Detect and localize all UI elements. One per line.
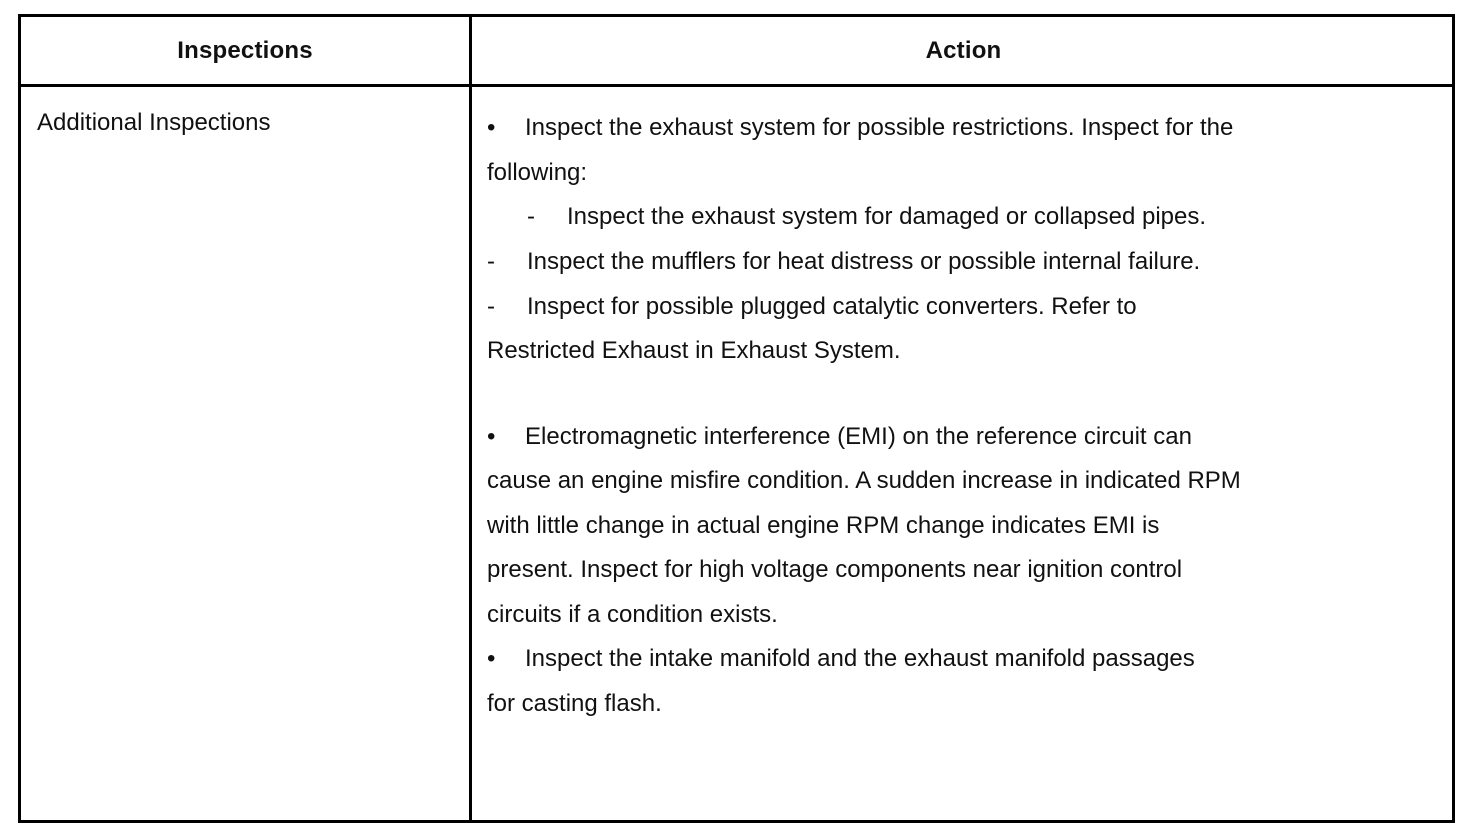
action-text: cause an engine misfire condition. A sudden increase in indicated RPM — [487, 467, 1241, 494]
action-text: Inspect the intake manifold and the exhaust manifold passages — [525, 645, 1195, 672]
dash-marker: - — [487, 293, 495, 320]
action-line — [487, 466, 1241, 496]
action-line — [487, 689, 662, 719]
inspection-cell: Additional Inspections — [37, 109, 271, 136]
action-line — [487, 336, 901, 366]
header-action: Action — [925, 36, 1002, 64]
action-text: present. Inspect for high voltage components near ignition control — [487, 556, 1183, 583]
inspection-table — [18, 14, 1455, 823]
header-divider — [21, 84, 1452, 87]
action-text: Inspect the exhaust system for damaged or collapsed pipes. — [567, 203, 1207, 230]
header-inspections: Inspections — [177, 36, 313, 64]
bullet-marker: • — [487, 114, 496, 141]
action-text: Restricted Exhaust in Exhaust System. — [487, 337, 901, 364]
action-line — [487, 422, 1192, 452]
action-text: following: — [487, 159, 588, 186]
action-line — [487, 113, 1233, 143]
action-line — [487, 555, 1182, 585]
bullet-marker: • — [487, 423, 496, 450]
dash-marker: - — [487, 248, 495, 275]
action-line — [527, 202, 1206, 232]
action-line — [487, 600, 778, 630]
action-text: Inspect the mufflers for heat distress or possible internal failure. — [527, 248, 1201, 275]
bullet-marker: • — [487, 645, 496, 672]
action-text: for casting flash. — [487, 690, 662, 717]
action-line — [487, 158, 587, 188]
action-text: circuits if a condition exists. — [487, 601, 778, 628]
action-text: Inspect for possible plugged catalytic converters. Refer to — [527, 293, 1137, 320]
action-text: Electromagnetic interference (EMI) on the reference circuit can — [525, 423, 1192, 450]
action-line — [487, 292, 1137, 322]
dash-marker: - — [527, 203, 535, 230]
action-line — [487, 644, 1195, 674]
column-divider — [469, 17, 472, 820]
action-line — [487, 511, 1159, 541]
action-line — [487, 247, 1200, 277]
action-text: with little change in actual engine RPM change indicates EMI is — [487, 512, 1160, 539]
action-text: Inspect the exhaust system for possible restrictions. Inspect for the — [525, 114, 1234, 141]
